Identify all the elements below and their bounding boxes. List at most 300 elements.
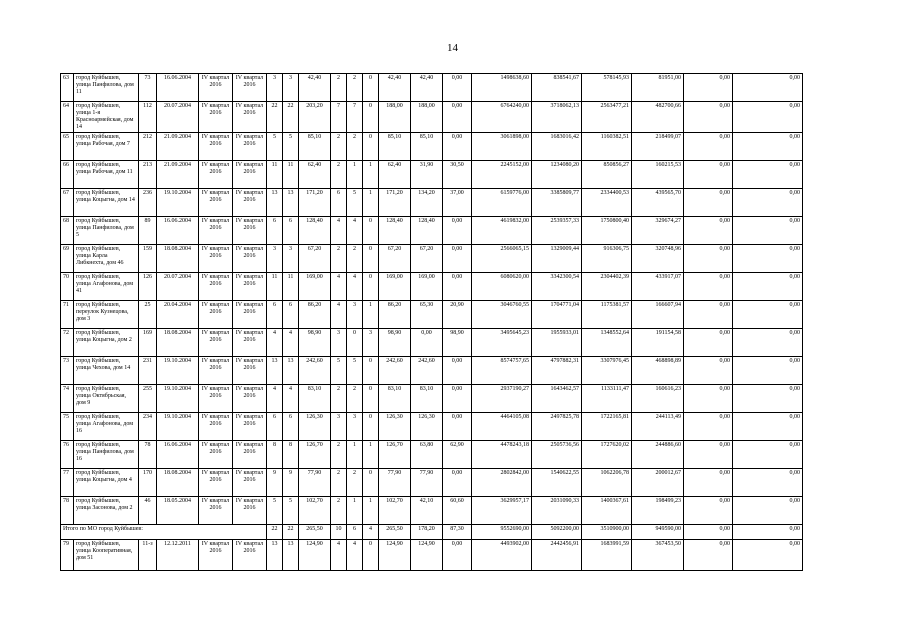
cell-k3: 0 — [363, 273, 379, 301]
cell-area: 126,70 — [299, 441, 331, 469]
cell-s5: 0,00 — [684, 102, 733, 133]
cell-a1: 83,10 — [379, 385, 411, 413]
cell-s3: 2304402,39 — [582, 273, 632, 301]
cell-k3: 0 — [363, 357, 379, 385]
cell-s6: 0,00 — [733, 525, 803, 540]
table-row — [61, 102, 803, 133]
cell-s6: 0,00 — [733, 413, 803, 441]
cell-s4: 439565,70 — [632, 189, 684, 217]
cell-s2: 1643462,57 — [532, 385, 582, 413]
cell-a2: 83,10 — [411, 385, 443, 413]
cell-s1: 2937190,27 — [472, 385, 532, 413]
table-row — [61, 357, 803, 385]
cell-s6: 0,00 — [733, 540, 803, 571]
cell-a2: 42,10 — [411, 497, 443, 525]
cell-s4: 329674,27 — [632, 217, 684, 245]
cell-p2: 9 — [283, 469, 299, 497]
cell-a3: 0,00 — [443, 74, 472, 102]
cell-id: 170 — [139, 469, 157, 497]
cell-s3: 1348552,64 — [582, 329, 632, 357]
cell-area: 242,60 — [299, 357, 331, 385]
cell-q1: IV квартал 2016 — [199, 329, 233, 357]
cell-p1: 9 — [267, 469, 283, 497]
cell-s2: 3342300,54 — [532, 273, 582, 301]
cell-k3: 1 — [363, 497, 379, 525]
cell-s6: 0,00 — [733, 357, 803, 385]
cell-a3: 0,00 — [443, 413, 472, 441]
cell-a3: 30,50 — [443, 161, 472, 189]
cell-s3: 850856,27 — [582, 161, 632, 189]
cell-k2: 1 — [347, 161, 363, 189]
cell-addr: город Куйбышев, улица Коцыгна, дом 4 — [74, 469, 139, 497]
cell-k1: 6 — [331, 189, 347, 217]
cell-addr: город Куйбышев, улица Карла Либкнехта, дом 46 — [74, 245, 139, 273]
cell-s2: 3385809,77 — [532, 189, 582, 217]
cell-q1: IV квартал 2016 — [199, 385, 233, 413]
cell-p1: 11 — [267, 273, 283, 301]
cell-s2: 5092200,00 — [532, 525, 582, 540]
cell-s2: 2442456,91 — [532, 540, 582, 571]
cell-s4: 367453,50 — [632, 540, 684, 571]
cell-date: 21.09.2004 — [157, 161, 199, 189]
cell-area: 171,20 — [299, 189, 331, 217]
cell-id: 159 — [139, 245, 157, 273]
cell-a3: 0,00 — [443, 385, 472, 413]
total-row — [61, 525, 803, 540]
cell-q2: IV квартал 2016 — [233, 469, 267, 497]
cell-k1: 2 — [331, 469, 347, 497]
cell-area: 85,10 — [299, 133, 331, 161]
cell-area: 86,20 — [299, 301, 331, 329]
cell-k3: 1 — [363, 301, 379, 329]
cell-a1: 126,70 — [379, 441, 411, 469]
cell-s5: 0,00 — [684, 189, 733, 217]
cell-k2: 1 — [347, 441, 363, 469]
cell-s6: 0,00 — [733, 74, 803, 102]
cell-a1: 42,40 — [379, 74, 411, 102]
cell-k1: 2 — [331, 385, 347, 413]
cell-a3: 60,60 — [443, 497, 472, 525]
cell-a1: 62,40 — [379, 161, 411, 189]
cell-a2: 134,20 — [411, 189, 443, 217]
cell-a3: 0,00 — [443, 245, 472, 273]
cell-p2: 4 — [283, 385, 299, 413]
cell-addr: город Куйбышев, улица Коцыгна, дом 14 — [74, 189, 139, 217]
cell-p2: 6 — [283, 413, 299, 441]
cell-k3: 0 — [363, 102, 379, 133]
cell-s3: 3510900,00 — [582, 525, 632, 540]
cell-s4: 482700,66 — [632, 102, 684, 133]
cell-id: 11-з — [139, 540, 157, 571]
cell-id: 234 — [139, 413, 157, 441]
cell-a3: 0,00 — [443, 540, 472, 571]
cell-s1: 4478243,18 — [472, 441, 532, 469]
cell-a2: 31,90 — [411, 161, 443, 189]
cell-n: 79 — [61, 540, 74, 571]
cell-s4: 244113,49 — [632, 413, 684, 441]
cell-s5: 0,00 — [684, 385, 733, 413]
cell-n: 63 — [61, 74, 74, 102]
cell-s4: 218499,07 — [632, 133, 684, 161]
cell-a3: 0,00 — [443, 217, 472, 245]
cell-area: 102,70 — [299, 497, 331, 525]
cell-a1: 86,20 — [379, 301, 411, 329]
cell-q1: IV квартал 2016 — [199, 357, 233, 385]
cell-date: 18.08.2004 — [157, 469, 199, 497]
cell-s2: 3718062,13 — [532, 102, 582, 133]
cell-a1: 126,30 — [379, 413, 411, 441]
cell-s2: 1540622,55 — [532, 469, 582, 497]
table-row — [61, 413, 803, 441]
cell-date: 20.07.2004 — [157, 273, 199, 301]
cell-k3: 0 — [363, 133, 379, 161]
cell-s5: 0,00 — [684, 273, 733, 301]
cell-a2: 169,00 — [411, 273, 443, 301]
cell-k3: 1 — [363, 189, 379, 217]
cell-a2: 63,80 — [411, 441, 443, 469]
cell-a1: 242,60 — [379, 357, 411, 385]
cell-q1: IV квартал 2016 — [199, 245, 233, 273]
cell-s4: 160215,53 — [632, 161, 684, 189]
cell-k3: 0 — [363, 469, 379, 497]
cell-n: 73 — [61, 357, 74, 385]
cell-s5: 0,00 — [684, 301, 733, 329]
table-row — [61, 497, 803, 525]
cell-q2: IV квартал 2016 — [233, 102, 267, 133]
cell-s3: 1175381,57 — [582, 301, 632, 329]
cell-s2: 2031090,33 — [532, 497, 582, 525]
cell-a1: 171,20 — [379, 189, 411, 217]
cell-q2: IV квартал 2016 — [233, 161, 267, 189]
cell-k2: 4 — [347, 217, 363, 245]
cell-a2: 128,40 — [411, 217, 443, 245]
cell-k3: 0 — [363, 217, 379, 245]
cell-p1: 6 — [267, 217, 283, 245]
cell-a1: 85,10 — [379, 133, 411, 161]
cell-area: 77,90 — [299, 469, 331, 497]
cell-date: 16.06.2004 — [157, 441, 199, 469]
cell-p1: 13 — [267, 189, 283, 217]
cell-s4: 200012,67 — [632, 469, 684, 497]
cell-s6: 0,00 — [733, 161, 803, 189]
cell-k1: 7 — [331, 102, 347, 133]
cell-s4: 81951,00 — [632, 74, 684, 102]
cell-s2: 4797882,31 — [532, 357, 582, 385]
cell-k3: 1 — [363, 161, 379, 189]
cell-q2: IV квартал 2016 — [233, 357, 267, 385]
cell-id: 73 — [139, 74, 157, 102]
cell-q1: IV квартал 2016 — [199, 133, 233, 161]
cell-addr: город Куйбышев, улица Коцыгна, дом 2 — [74, 329, 139, 357]
cell-a1: 124,90 — [379, 540, 411, 571]
cell-s3: 1160382,51 — [582, 133, 632, 161]
cell-n: 76 — [61, 441, 74, 469]
cell-a1: 265,50 — [379, 525, 411, 540]
cell-s6: 0,00 — [733, 273, 803, 301]
cell-a2: 188,00 — [411, 102, 443, 133]
cell-s1: 6080620,00 — [472, 273, 532, 301]
cell-addr: город Куйбышев, улица Агафонова, дом 41 — [74, 273, 139, 301]
cell-s1: 3061898,00 — [472, 133, 532, 161]
cell-s6: 0,00 — [733, 329, 803, 357]
cell-p2: 22 — [283, 525, 299, 540]
cell-q1: IV квартал 2016 — [199, 74, 233, 102]
cell-a1: 98,90 — [379, 329, 411, 357]
cell-s2: 1683016,42 — [532, 133, 582, 161]
cell-k3: 0 — [363, 540, 379, 571]
cell-s5: 0,00 — [684, 540, 733, 571]
cell-a2: 126,30 — [411, 413, 443, 441]
cell-q2: IV квартал 2016 — [233, 385, 267, 413]
cell-q1: IV квартал 2016 — [199, 540, 233, 571]
cell-date: 12.12.2011 — [157, 540, 199, 571]
table-row — [61, 133, 803, 161]
cell-k1: 2 — [331, 74, 347, 102]
cell-q2: IV квартал 2016 — [233, 217, 267, 245]
cell-q2: IV квартал 2016 — [233, 245, 267, 273]
cell-q2: IV квартал 2016 — [233, 497, 267, 525]
cell-addr: город Куйбышев, улица Панфилова, дом 5 — [74, 217, 139, 245]
cell-a3: 20,90 — [443, 301, 472, 329]
cell-area: 169,00 — [299, 273, 331, 301]
cell-k2: 6 — [347, 525, 363, 540]
cell-id: 112 — [139, 102, 157, 133]
cell-q2: IV квартал 2016 — [233, 413, 267, 441]
housing-program-table — [60, 73, 803, 571]
cell-s3: 1727620,02 — [582, 441, 632, 469]
cell-q2: IV квартал 2016 — [233, 133, 267, 161]
cell-k1: 2 — [331, 133, 347, 161]
cell-a2: 178,20 — [411, 525, 443, 540]
cell-s6: 0,00 — [733, 469, 803, 497]
cell-q2: IV квартал 2016 — [233, 540, 267, 571]
table-row — [61, 161, 803, 189]
cell-k2: 2 — [347, 245, 363, 273]
cell-p2: 6 — [283, 301, 299, 329]
cell-n: 68 — [61, 217, 74, 245]
cell-s5: 0,00 — [684, 413, 733, 441]
cell-s1: 8574757,65 — [472, 357, 532, 385]
cell-a1: 102,70 — [379, 497, 411, 525]
cell-q1: IV квартал 2016 — [199, 161, 233, 189]
cell-id: 169 — [139, 329, 157, 357]
cell-k1: 2 — [331, 497, 347, 525]
cell-a3: 0,00 — [443, 102, 472, 133]
cell-s1: 3046760,55 — [472, 301, 532, 329]
cell-s5: 0,00 — [684, 217, 733, 245]
cell-n: 66 — [61, 161, 74, 189]
cell-k3: 0 — [363, 74, 379, 102]
cell-s1: 2566065,15 — [472, 245, 532, 273]
cell-p1: 6 — [267, 301, 283, 329]
cell-s2: 1234080,20 — [532, 161, 582, 189]
cell-k1: 3 — [331, 413, 347, 441]
cell-q1: IV квартал 2016 — [199, 189, 233, 217]
cell-k1: 3 — [331, 329, 347, 357]
cell-n: 70 — [61, 273, 74, 301]
cell-s1: 4464105,08 — [472, 413, 532, 441]
cell-a1: 67,20 — [379, 245, 411, 273]
cell-k2: 2 — [347, 74, 363, 102]
cell-q2: IV квартал 2016 — [233, 301, 267, 329]
table-row — [61, 301, 803, 329]
cell-p1: 4 — [267, 385, 283, 413]
cell-date: 19.10.2004 — [157, 413, 199, 441]
cell-id: 255 — [139, 385, 157, 413]
cell-n: 75 — [61, 413, 74, 441]
cell-area: 124,90 — [299, 540, 331, 571]
cell-s1: 6159776,00 — [472, 189, 532, 217]
cell-date: 20.07.2004 — [157, 102, 199, 133]
cell-a3: 0,00 — [443, 273, 472, 301]
cell-s2: 2497825,78 — [532, 413, 582, 441]
cell-k2: 5 — [347, 357, 363, 385]
cell-k2: 7 — [347, 102, 363, 133]
cell-q1: IV квартал 2016 — [199, 441, 233, 469]
cell-area: 62,40 — [299, 161, 331, 189]
cell-k1: 5 — [331, 357, 347, 385]
cell-a3: 37,00 — [443, 189, 472, 217]
cell-n: 69 — [61, 245, 74, 273]
cell-s4: 160616,23 — [632, 385, 684, 413]
cell-a1: 77,90 — [379, 469, 411, 497]
cell-k3: 4 — [363, 525, 379, 540]
cell-k2: 2 — [347, 385, 363, 413]
cell-date: 18.05.2004 — [157, 497, 199, 525]
cell-s3: 1400367,61 — [582, 497, 632, 525]
cell-n: 74 — [61, 385, 74, 413]
cell-p1: 11 — [267, 161, 283, 189]
cell-p2: 13 — [283, 357, 299, 385]
table-row — [61, 469, 803, 497]
cell-id: 212 — [139, 133, 157, 161]
cell-p2: 3 — [283, 74, 299, 102]
cell-a3: 62,90 — [443, 441, 472, 469]
cell-s3: 2334400,53 — [582, 189, 632, 217]
cell-k2: 1 — [347, 497, 363, 525]
table-row — [61, 217, 803, 245]
cell-a2: 65,30 — [411, 301, 443, 329]
cell-area: 67,20 — [299, 245, 331, 273]
cell-a2: 242,60 — [411, 357, 443, 385]
cell-s6: 0,00 — [733, 441, 803, 469]
cell-p1: 6 — [267, 413, 283, 441]
cell-a3: 0,00 — [443, 133, 472, 161]
cell-date: 18.08.2004 — [157, 245, 199, 273]
cell-k1: 4 — [331, 540, 347, 571]
cell-a3: 0,00 — [443, 357, 472, 385]
cell-q1: IV квартал 2016 — [199, 217, 233, 245]
cell-s1: 6764240,00 — [472, 102, 532, 133]
cell-p2: 13 — [283, 540, 299, 571]
cell-s3: 578145,93 — [582, 74, 632, 102]
cell-s5: 0,00 — [684, 497, 733, 525]
cell-s6: 0,00 — [733, 189, 803, 217]
cell-s4: 468898,89 — [632, 357, 684, 385]
cell-p1: 5 — [267, 133, 283, 161]
cell-addr: город Куйбышев, переулок Кузнецова, дом 3 — [74, 301, 139, 329]
cell-s2: 1704771,04 — [532, 301, 582, 329]
cell-s6: 0,00 — [733, 102, 803, 133]
table-row — [61, 74, 803, 102]
cell-p1: 4 — [267, 329, 283, 357]
cell-s2: 1329009,44 — [532, 245, 582, 273]
cell-s1: 3495645,23 — [472, 329, 532, 357]
cell-s2: 838541,67 — [532, 74, 582, 102]
cell-k1: 2 — [331, 245, 347, 273]
cell-q1: IV квартал 2016 — [199, 301, 233, 329]
cell-a1: 169,00 — [379, 273, 411, 301]
cell-n: 64 — [61, 102, 74, 133]
cell-a2: 85,10 — [411, 133, 443, 161]
cell-q2: IV квартал 2016 — [233, 441, 267, 469]
table-row — [61, 189, 803, 217]
cell-addr: город Куйбышев, улица Чехова, дом 14 — [74, 357, 139, 385]
cell-date: 19.10.2004 — [157, 189, 199, 217]
cell-a3: 87,30 — [443, 525, 472, 540]
cell-p2: 3 — [283, 245, 299, 273]
cell-s5: 0,00 — [684, 74, 733, 102]
cell-s5: 0,00 — [684, 525, 733, 540]
table-row — [61, 245, 803, 273]
cell-s4: 433917,07 — [632, 273, 684, 301]
cell-s1: 3629957,17 — [472, 497, 532, 525]
cell-q1: IV квартал 2016 — [199, 273, 233, 301]
cell-p1: 22 — [267, 102, 283, 133]
cell-addr: город Куйбышев, улица Агафонова, дом 16 — [74, 413, 139, 441]
table-row — [61, 441, 803, 469]
cell-s2: 2539357,33 — [532, 217, 582, 245]
cell-s5: 0,00 — [684, 245, 733, 273]
cell-s6: 0,00 — [733, 245, 803, 273]
cell-s4: 191154,58 — [632, 329, 684, 357]
cell-p2: 11 — [283, 161, 299, 189]
cell-k2: 4 — [347, 540, 363, 571]
cell-n: 71 — [61, 301, 74, 329]
cell-id: 46 — [139, 497, 157, 525]
cell-s5: 0,00 — [684, 133, 733, 161]
cell-a3: 98,90 — [443, 329, 472, 357]
cell-q1: IV квартал 2016 — [199, 102, 233, 133]
cell-q2: IV квартал 2016 — [233, 329, 267, 357]
cell-s2: 1955933,01 — [532, 329, 582, 357]
cell-s3: 1722165,81 — [582, 413, 632, 441]
cell-k2: 0 — [347, 329, 363, 357]
cell-date: 21.09.2004 — [157, 133, 199, 161]
cell-q2: IV квартал 2016 — [233, 189, 267, 217]
cell-k3: 1 — [363, 441, 379, 469]
cell-k3: 0 — [363, 413, 379, 441]
cell-area: 265,50 — [299, 525, 331, 540]
cell-p2: 8 — [283, 441, 299, 469]
cell-s3: 1133111,47 — [582, 385, 632, 413]
cell-p2: 5 — [283, 497, 299, 525]
cell-id: 89 — [139, 217, 157, 245]
cell-k1: 2 — [331, 161, 347, 189]
cell-k2: 3 — [347, 301, 363, 329]
cell-k1: 2 — [331, 441, 347, 469]
cell-s1: 2802842,00 — [472, 469, 532, 497]
cell-n: 72 — [61, 329, 74, 357]
cell-s5: 0,00 — [684, 329, 733, 357]
table-row — [61, 329, 803, 357]
cell-a1: 128,40 — [379, 217, 411, 245]
cell-date: 19.10.2004 — [157, 385, 199, 413]
cell-p1: 5 — [267, 497, 283, 525]
cell-p1: 13 — [267, 540, 283, 571]
cell-n: 67 — [61, 189, 74, 217]
table-row — [61, 273, 803, 301]
